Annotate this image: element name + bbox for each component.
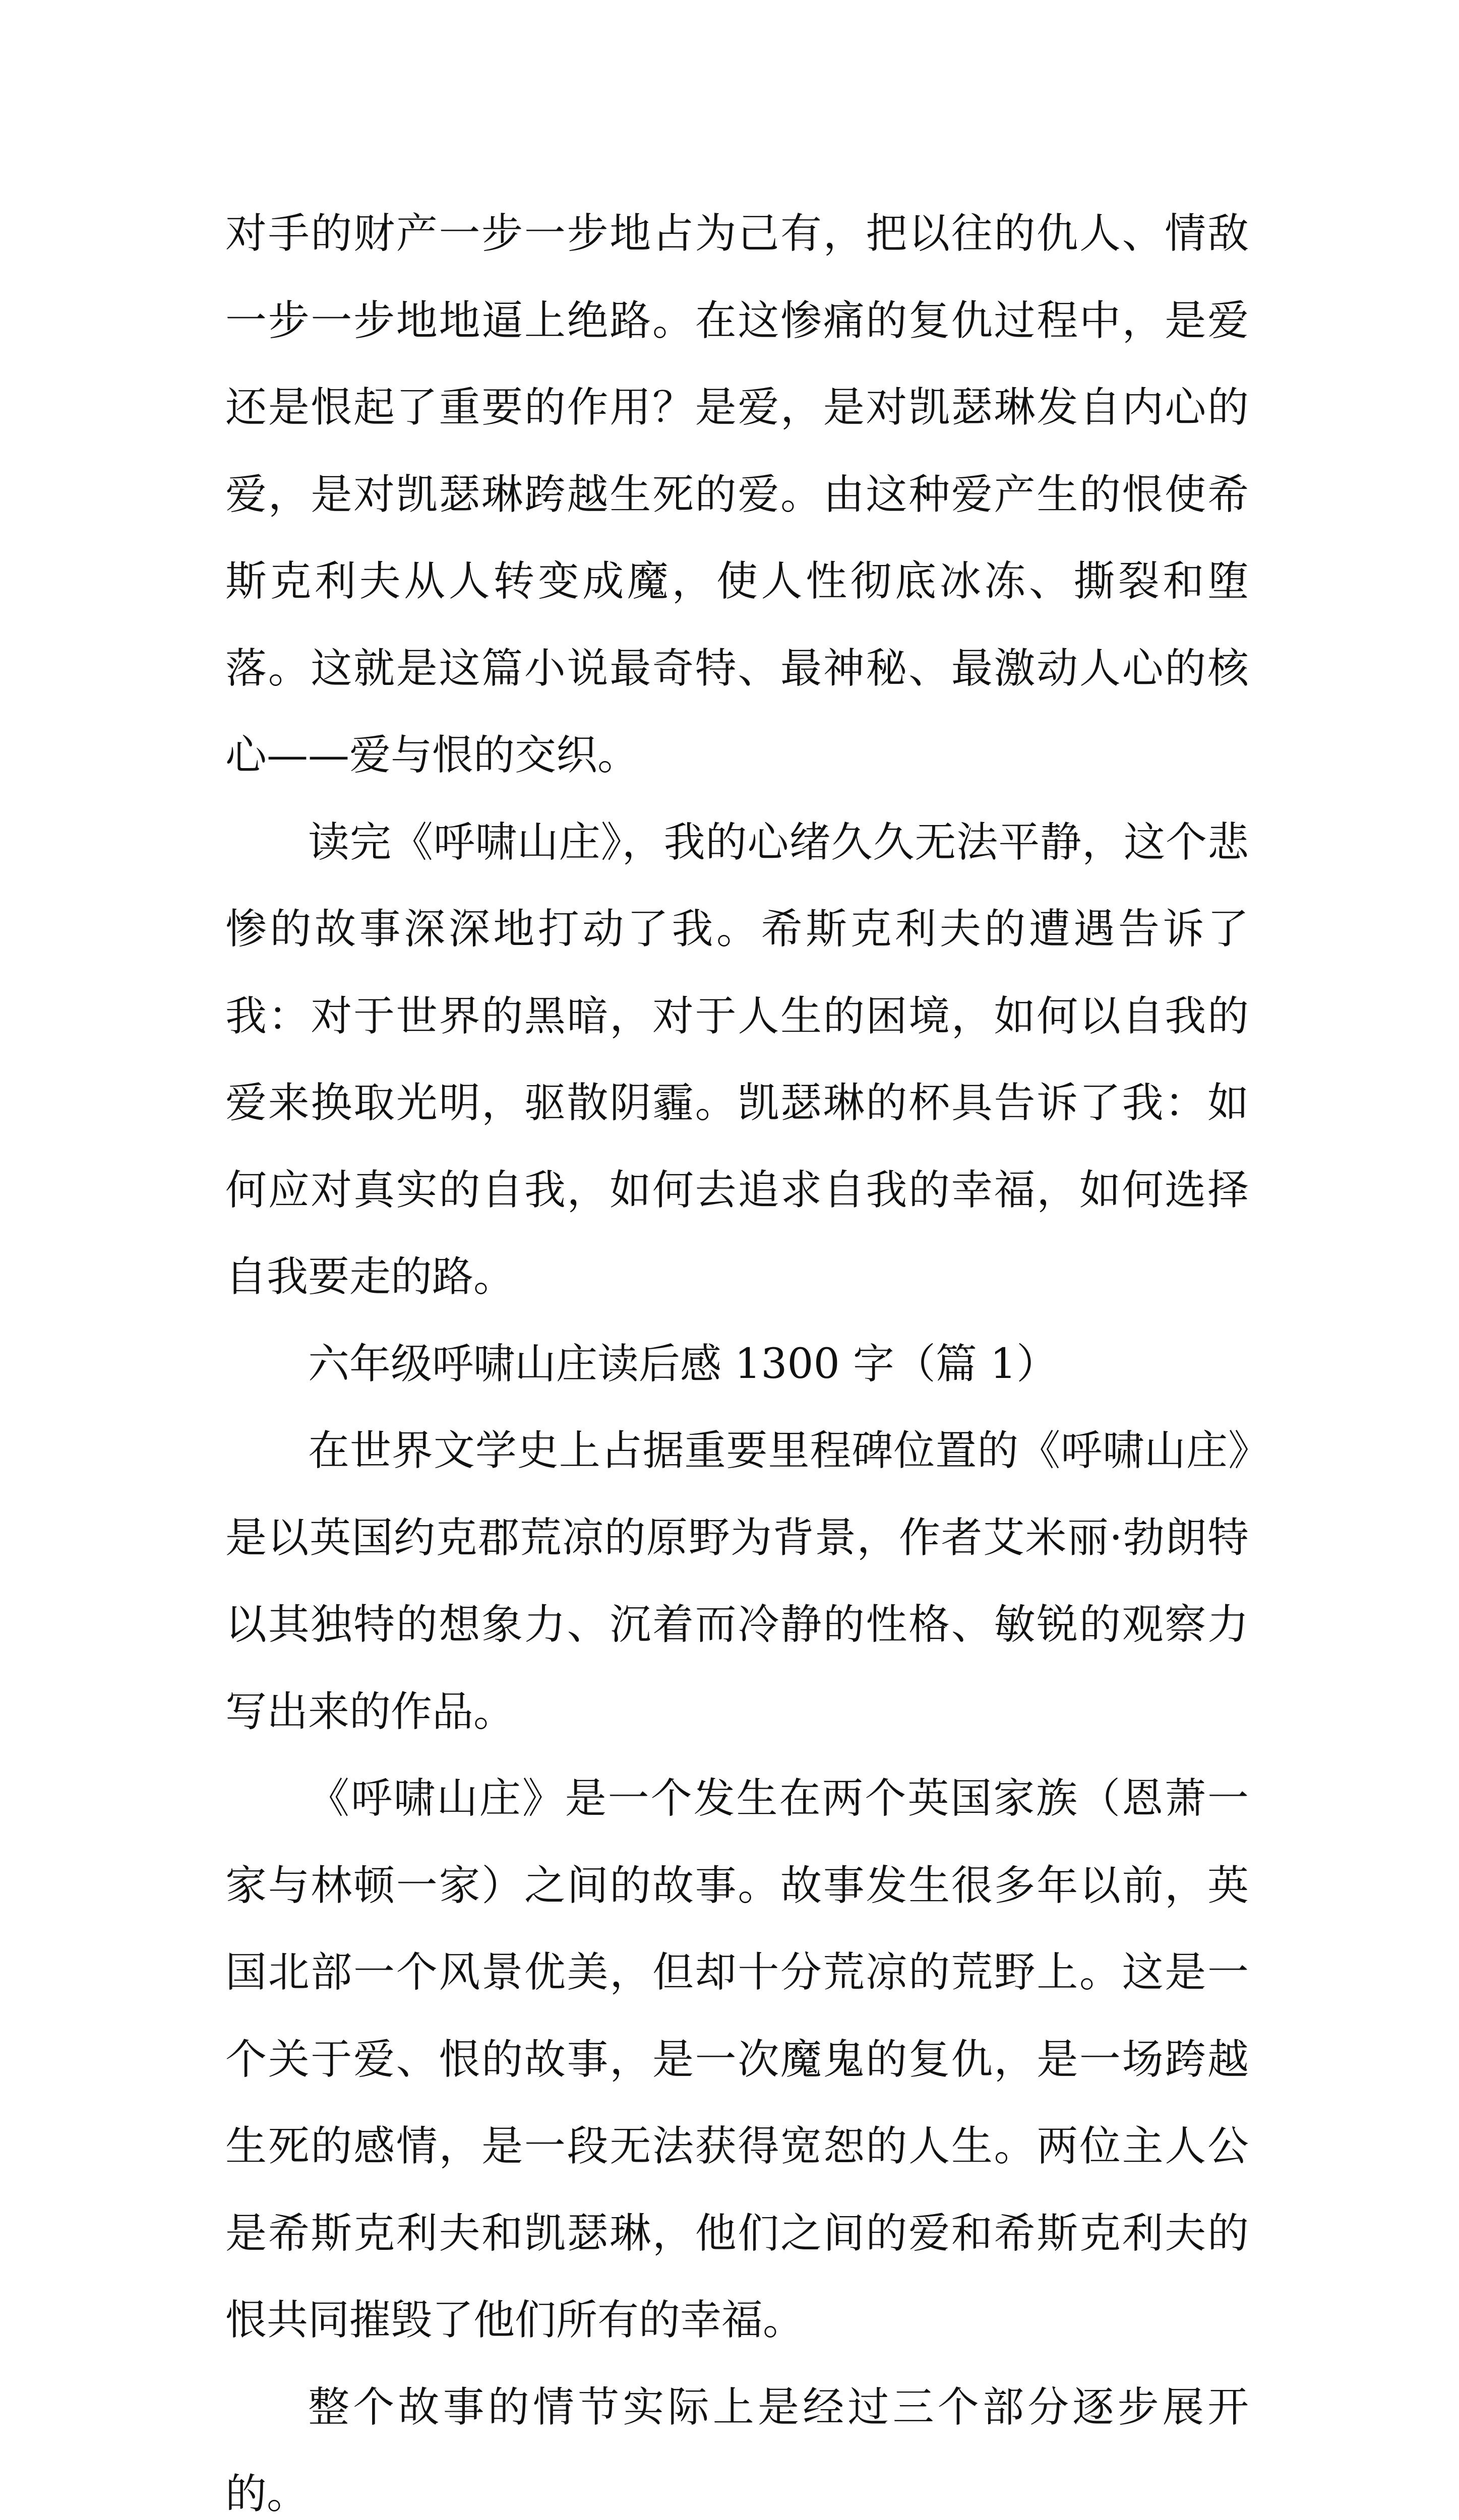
document-body bbox=[225, 191, 1249, 2520]
paragraph-4: 《呼啸山庄》是一个发生在两个英国家族（恩萧一家与林顿一家）之间的故事。故事发生很多年以前，英国北部一个风景优美，但却十分荒凉的荒野上。这是一个关于爱、恨的故事，是一次魔鬼的复仇，是一场跨越生死的感情，是一段无法获得宽恕的人生。两位主人公是希斯克利夫和凯瑟琳，他们之间的爱和希斯克利夫的恨共同摧毁了他们所有的幸福。 bbox=[225, 1755, 1249, 2364]
paragraph-5: 整个故事的情节实际上是经过三个部分逐步展开的。 bbox=[225, 2364, 1249, 2520]
paragraph-1: 对手的财产一步一步地占为己有，把以往的仇人、情敌一步一步地地逼上绝路。在这惨痛的复仇过程中，是爱还是恨起了重要的作用？是爱，是对凯瑟琳发自内心的爱，是对凯瑟琳跨越生死的爱。由这种爱产生的恨使希斯克利夫从人转变成魔，使人性彻底冰冻、撕裂和堕落。这就是这篇小说最奇特、最神秘、最激动人心的核心——爱与恨的交织。 bbox=[225, 191, 1249, 799]
paragraph-2: 读完《呼啸山庄》，我的心绪久久无法平静，这个悲惨的故事深深地打动了我。希斯克利夫的遭遇告诉了我：对于世界的黑暗，对于人生的困境，如何以自我的爱来换取光明，驱散阴霾。凯瑟琳的杯具告诉了我：如何应对真实的自我，如何去追求自我的幸福，如何选择自我要走的路。 bbox=[225, 799, 1249, 1321]
section-heading: 六年级呼啸山庄读后感 1300 字（篇 1） bbox=[225, 1321, 1249, 1408]
paragraph-3: 在世界文学史上占据重要里程碑位置的《呼啸山庄》是以英国约克郡荒凉的原野为背景，作者艾米丽·勃朗特以其独特的想象力、沉着而冷静的性格、敏锐的观察力写出来的作品。 bbox=[225, 1408, 1249, 1755]
